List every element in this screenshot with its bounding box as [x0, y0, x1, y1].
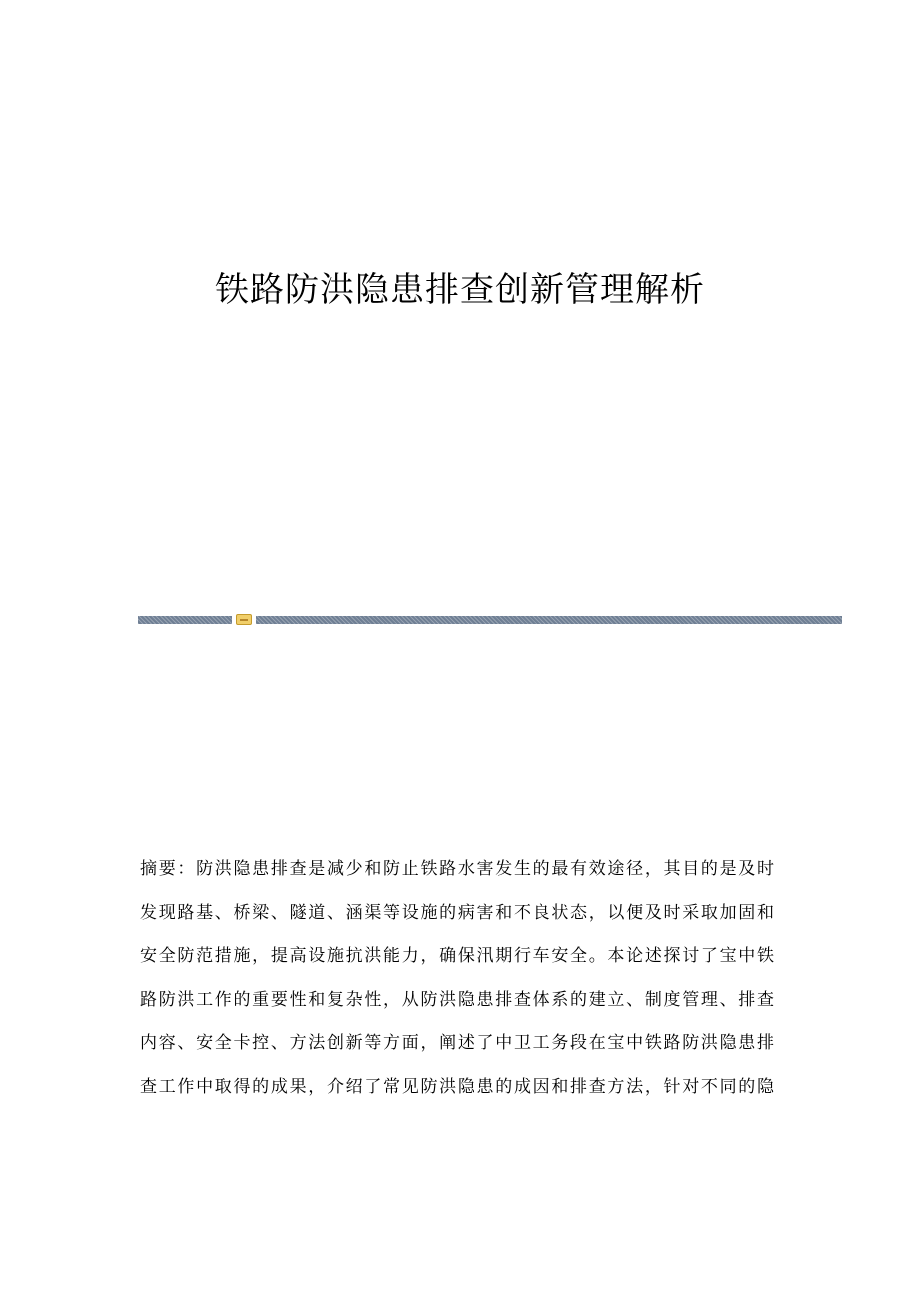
- section-divider: [138, 612, 842, 626]
- divider-ornament-icon: [236, 614, 252, 625]
- divider-bar-left: [138, 616, 232, 624]
- divider-bar-right: [256, 616, 842, 624]
- document-title: 铁路防洪隐患排查创新管理解析: [215, 270, 705, 310]
- abstract-line: 摘要：防洪隐患排查是减少和防止铁路水害发生的最有效途径，其目的是及时: [140, 859, 774, 879]
- abstract-line: 路防洪工作的重要性和复杂性，从防洪隐患排查体系的建立、制度管理、排查: [140, 989, 774, 1010]
- abstract-paragraph: [140, 848, 774, 1109]
- abstract-line: 查工作中取得的成果，介绍了常见防洪隐患的成因和排查方法，针对不同的隐: [140, 1076, 774, 1097]
- abstract-line: 发现路基、桥梁、隧道、涵渠等设施的病害和不良状态，以便及时采取加固和: [140, 902, 774, 923]
- abstract-line: 安全防范措施，提高设施抗洪能力，确保汛期行车安全。本论述探讨了宝中铁: [140, 946, 774, 966]
- abstract-line: 内容、安全卡控、方法创新等方面，阐述了中卫工务段在宝中铁路防洪隐患排: [140, 1033, 774, 1053]
